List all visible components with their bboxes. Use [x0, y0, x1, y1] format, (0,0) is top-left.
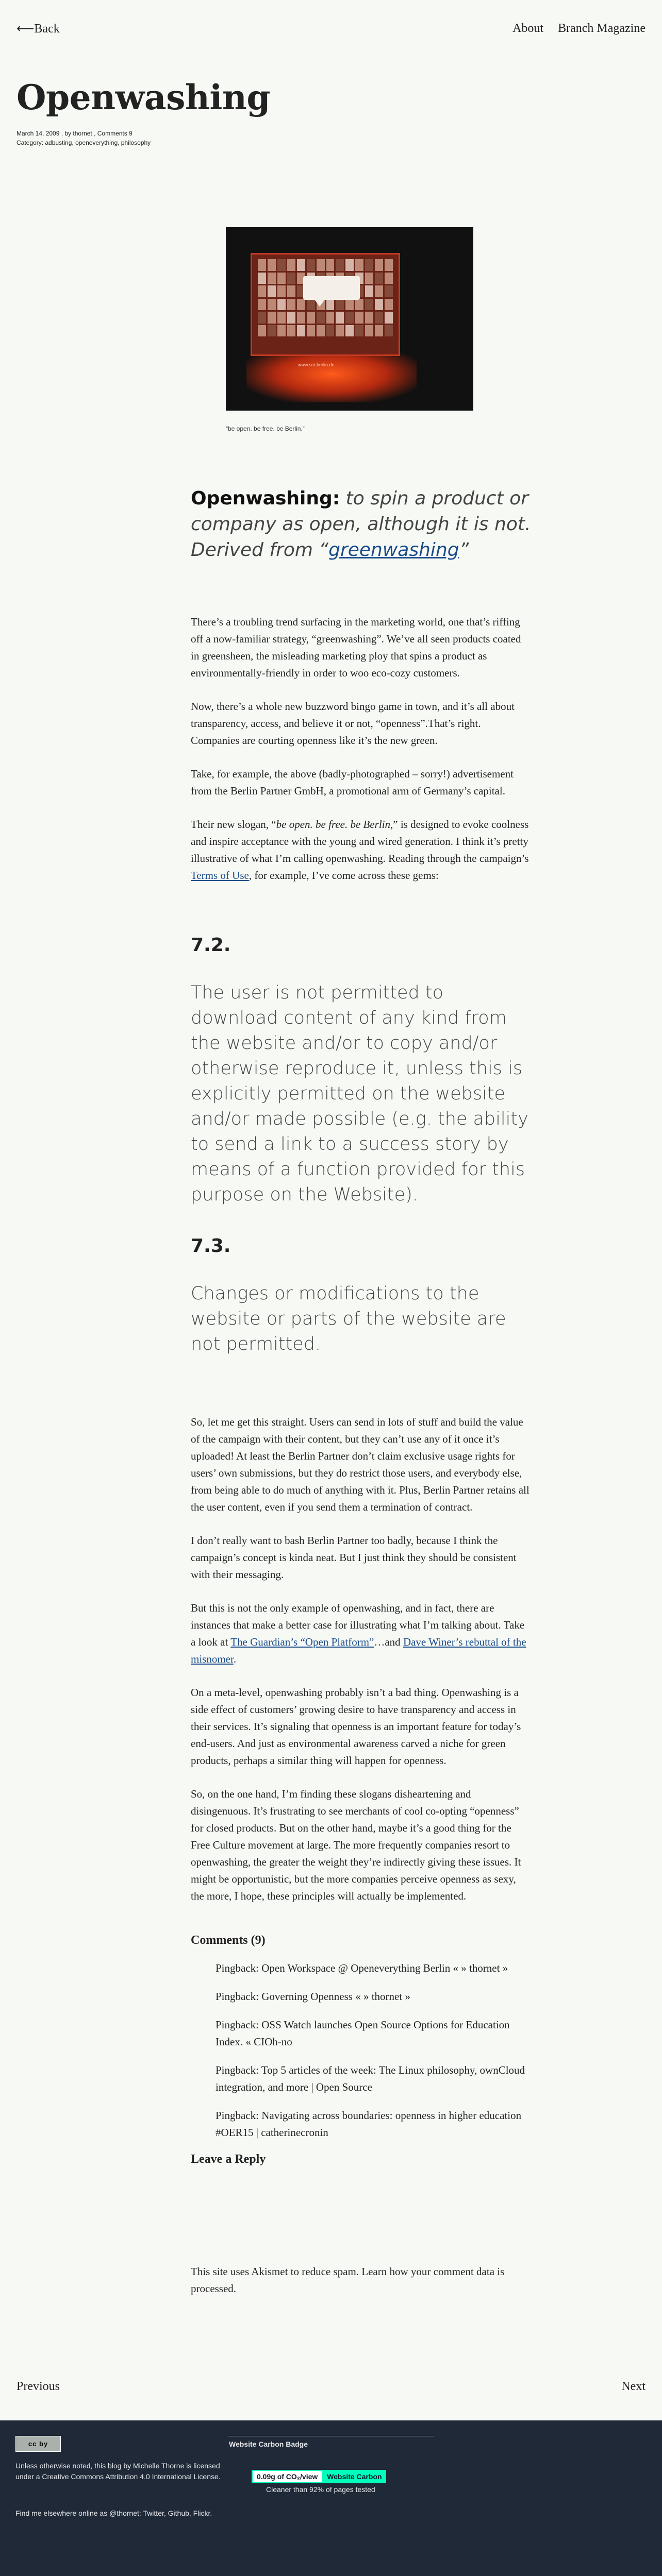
comment-list — [216, 1960, 531, 2141]
speech-bubble-tail — [313, 298, 326, 307]
next-post-link[interactable]: Next — [621, 2380, 646, 2393]
terms-quote: The user is not permitted to download content of any kind from the website and/or to copy and/or otherwise reproduce it, unless this is explicitly permitted on the website and/or made possible (e.g. the ability to send a link to a success story by means of a function provided for this purpose on the Website). — [191, 982, 528, 1205]
hero-caption: “be open. be free. be Berlin.” — [226, 425, 305, 432]
pingback-item[interactable]: Pingback: Governing Openness « » thornet » — [216, 1990, 410, 2003]
guardian-open-platform-link[interactable]: The Guardian’s “Open Platform” — [230, 1636, 374, 1648]
lede-definition: to spin a product or company as open, although it is not. Derived from “greenwashing” — [191, 488, 531, 561]
cc-by-badge[interactable]: cc by — [15, 2436, 61, 2452]
paragraph: So, let me get this straight. Users can send in lots of stuff and build the value of the campaign with their content, but they can’t use any of it once it’s uploaded! At least the Berlin Partner don’t claim exclusive usage rights for users’ own submissions, but they do restrict those users, and everybody else, from being able to do much of anything with it. Plus, Berlin Partner retains all the user content, even if you send them a termination of contract. — [191, 1416, 529, 1513]
carbon-badge-title: Website Carbon Badge — [229, 2440, 308, 2448]
terms-of-use-link[interactable]: Terms of Use — [191, 869, 249, 882]
carbon-badge-subtext: Cleaner than 92% of pages tested — [266, 2485, 375, 2494]
paragraph: On a meta-level, openwashing probably isn’t a bad thing. Openwashing is a side effect of customers’ growing desire to have transparency and access in their services. It’s signaling that openness is an important feature for today’s end-users. And just as environmental awareness carved a niche for green products, perhaps a similar thing will happen for openness. — [191, 1686, 521, 1767]
nav-about-link[interactable]: About — [512, 21, 544, 35]
nav-right — [512, 22, 646, 36]
lede-term: Openwashing: — [191, 488, 340, 509]
post-date-author[interactable]: March 14, 2009 , by thornet , Comments 9 — [16, 130, 133, 137]
social-links-text: Find me elsewhere online as @thornet: Twitter, Github, Flickr. — [15, 2509, 212, 2517]
lede — [191, 486, 531, 563]
post-navigation — [0, 2380, 662, 2394]
terms-quote: Changes or modifications to the website or parts of the website are not permitted. — [191, 1283, 506, 1354]
site-footer — [0, 2420, 662, 2576]
top-navigation — [0, 0, 662, 57]
post-meta — [16, 129, 646, 147]
hero-figure — [226, 227, 473, 432]
pingback-item[interactable]: Pingback: Top 5 articles of the week: The Linux philosophy, ownCloud integration, and more | Open Source — [216, 2064, 525, 2093]
comments-title: Comments (9) — [191, 1934, 266, 1947]
terms-section-number: 7.2. — [191, 935, 231, 956]
dave-winer-link[interactable]: Dave Winer’s rebuttal of the misnomer — [191, 1636, 526, 1665]
paragraph: Now, there’s a whole new buzzword bingo game in town, and it’s all about transparency, access, and believe it or not, “openness”.That’s right. Companies are courting openness like it’s the new green. — [191, 700, 515, 747]
nav-branch-link[interactable]: Branch Magazine — [558, 21, 646, 35]
paragraph: Their new slogan, “be open. be free. be Berlin,” is designed to evoke coolness and inspire acceptance with the young and wired generation. I think it’s pretty illustrative of what I’m calling openwashing. Reading through the campaign’s Terms of Use, for example, I’ve come across these gems: — [191, 818, 529, 882]
back-link[interactable]: ⟵Back — [16, 22, 60, 36]
article-body — [191, 486, 531, 2297]
carbon-value: 0.09g of CO₂/view — [252, 2470, 323, 2483]
page-title: Openwashing — [16, 77, 271, 117]
leave-reply-heading: Leave a Reply — [191, 2153, 266, 2166]
pingback-item[interactable]: Pingback: OSS Watch launches Open Source Options for Education Index. « CIOh-no — [216, 2019, 510, 2048]
previous-post-link[interactable]: Previous — [16, 2380, 60, 2393]
akismet-notice: This site uses Akismet to reduce spam. Learn how your comment data is processed. — [191, 2265, 505, 2295]
pingback-item[interactable]: Pingback: Navigating across boundaries: openness in higher education #OER15 | catherinecronin — [216, 2109, 522, 2139]
post-categories[interactable]: Category: adbusting, openeverything, philosophy — [16, 139, 151, 146]
carbon-badge[interactable] — [252, 2470, 386, 2483]
pingback-item[interactable]: Pingback: Open Workspace @ Openeverything Berlin « » thornet » — [216, 1962, 508, 1974]
hero-image — [226, 227, 473, 411]
paragraph: I don’t really want to bash Berlin Partner too badly, because I think the campaign’s concept is kinda neat. But I just think they should be consistent with their messaging. — [191, 1534, 517, 1581]
speech-bubble — [303, 276, 360, 300]
paragraph: So, on the one hand, I’m finding these slogans disheartening and disingenuous. It’s frustrating to see merchants of cool co-opting “openness” for closed products. But on the other hand, maybe it’s a good thing for the Free Culture movement at large. The more frequently companies resort to openwashing, the greater the weight they’re indirectly giving these issues. It might be opportunistic, but the more companies perceive openness as sexy, the more, I hope, these principles will actually be implemented. — [191, 1788, 521, 1902]
terms-section-number: 7.3. — [191, 1235, 231, 1257]
license-text: Unless otherwise noted, this blog by Michelle Thorne is licensed under a Creative Commons Attribution 4.0 International License. — [15, 2462, 221, 2481]
post-header — [0, 57, 662, 147]
paragraph: There’s a troubling trend surfacing in the marketing world, one that’s riffing off a now-familiar strategy, “greenwashing”. We’ve all seen products coated in greensheen, the misleading marketing ploy that spins a product as environmentally-friendly in order to woo eco-cozy customers. — [191, 616, 521, 679]
paragraph: But this is not the only example of openwashing, and in fact, there are instances that make a better case for illustrating what I’m talking about. Take a look at The Guardian’s “Open Platform”…and Dave Winer’s rebuttal of the misnomer. — [191, 1602, 526, 1665]
billboard-url: www.sei-berlin.de — [298, 362, 335, 367]
paragraph: Take, for example, the above (badly-photographed – sorry!) advertisement from the Berlin Partner GmbH, a promotional arm of Germany’s capital. — [191, 768, 514, 797]
carbon-brand[interactable]: Website Carbon — [323, 2470, 386, 2483]
greenwashing-link[interactable]: greenwashing — [328, 539, 459, 561]
